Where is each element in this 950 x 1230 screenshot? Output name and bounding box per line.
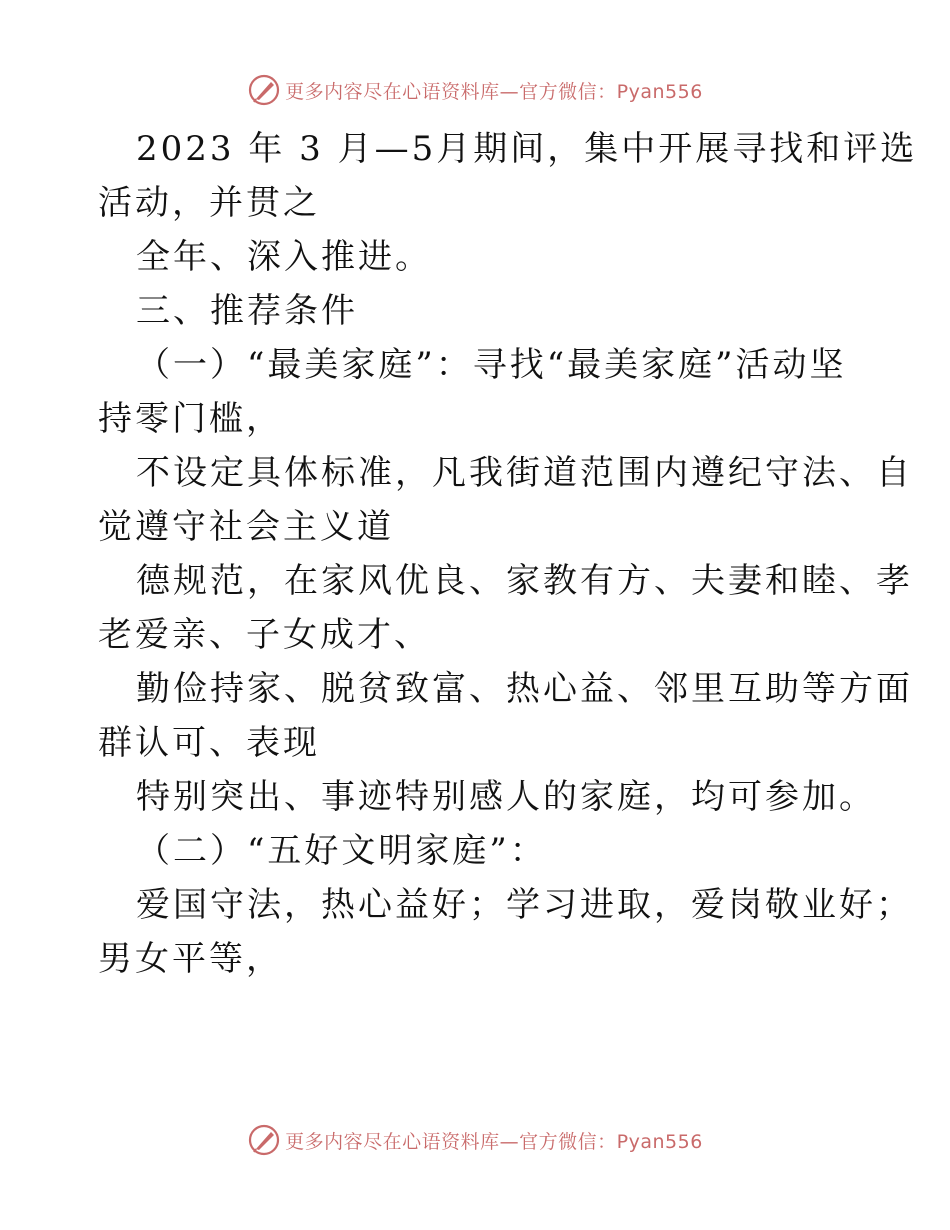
footer-watermark (0, 1120, 950, 1160)
text-line: 不设定具体标准，凡我街道范围内遵纪守法、自 (136, 453, 913, 493)
text-line: 群认可、表现 (98, 723, 320, 763)
text-line: 老爱亲、子女成才、 (98, 615, 431, 655)
text-line: 觉遵守社会主义道 (98, 507, 394, 547)
text-line: 全年、深入推进。 (136, 237, 432, 277)
text-line: 三、推荐条件 (136, 291, 358, 331)
quill-pen-logo-icon (247, 1123, 281, 1157)
text-line: 持零门槛， (98, 399, 283, 439)
text-line: 活动，并贯之 (98, 183, 320, 223)
watermark-text: 更多内容尽在心语资料库—官方微信：Pyan556 (285, 1130, 703, 1153)
text-line: 德规范，在家风优良、家教有方、夫妻和睦、孝 (136, 561, 913, 601)
watermark-text: 更多内容尽在心语资料库—官方微信：Pyan556 (285, 80, 703, 103)
text-line: （二）“五好文明家庭”： (136, 831, 547, 871)
quill-pen-logo-icon (247, 73, 281, 107)
text-line: 男女平等， (98, 939, 283, 979)
text-line: 勤俭持家、脱贫致富、热心益、邻里互助等方面 (136, 669, 913, 709)
header-watermark (0, 70, 950, 110)
text-line: 爱国守法，热心益好；学习进取，爱岗敬业好； (136, 885, 913, 925)
text-line: （一）“最美家庭”：寻找“最美家庭”活动坚 (136, 345, 847, 385)
text-line: 特别突出、事迹特别感人的家庭，均可参加。 (136, 777, 876, 817)
document-body (98, 122, 918, 986)
text-line: 2023 年 3 月—5月期间，集中开展寻找和评选 (136, 129, 918, 169)
